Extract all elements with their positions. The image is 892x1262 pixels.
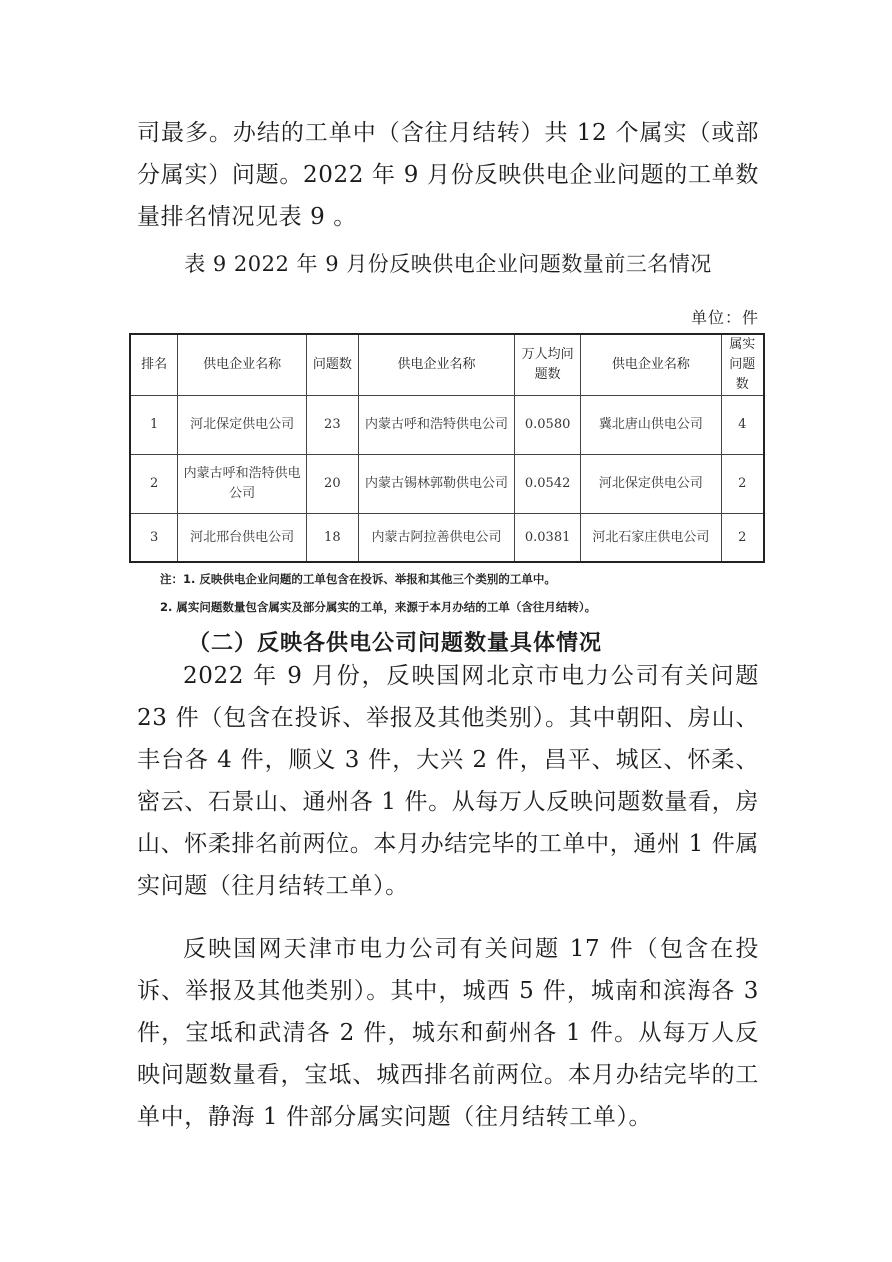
cell-verified: 2 xyxy=(721,455,764,514)
tianjin-paragraph: 反映国网天津市电力公司有关问题 17 件（包含在投诉、举报及其他类别）。其中，城西 5 件，城南和滨海各 3 件，宝坻和武清各 2 件，城东和蓟州各 1 件。从每万人反映问题数量看，宝坻、城西排名前两位。本月办结完毕的工单中，静海 1 件部分属实问题（往月结转工单）。 xyxy=(137,936,759,1130)
ranking-table xyxy=(129,333,765,563)
header-per-capita: 万人均问题数 xyxy=(515,334,581,396)
cell-per-capita: 0.0580 xyxy=(515,396,581,455)
table-note: 注：1. 反映供电企业问题的工单包含在投诉、举报和其他三个类别的工单中。 xyxy=(160,572,556,586)
cell-rank: 1 xyxy=(130,396,178,455)
beijing-paragraph: 2022 年 9 月份，反映国网北京市电力公司有关问题 23 件（包含在投诉、举报及其他类别）。其中朝阳、房山、丰台各 4 件，顺义 3 件，大兴 2 件，昌平、城区、怀柔、密云、石景山、通州各 1 件。从每万人反映问题数量看，房山、怀柔排名前两位。本月办结完毕的工单中，通州 1 件属实问题（往月结转工单）。 xyxy=(137,663,759,899)
cell-company: 内蒙古锡林郭勒供电公司 xyxy=(358,455,514,514)
intro-paragraph: 司最多。办结的工单中（含往月结转）共 12 个属实（或部分属实）问题。2022 年 9 月份反映供电企业问题的工单数量排名情况见表 9 。 xyxy=(137,120,759,230)
table-note: 2. 属实问题数量包含属实及部分属实的工单，来源于本月办结的工单（含往月结转）。 xyxy=(160,600,597,614)
cell-count: 20 xyxy=(306,455,358,514)
table-row xyxy=(130,514,764,563)
cell-company: 河北保定供电公司 xyxy=(178,396,307,455)
cell-count: 23 xyxy=(306,396,358,455)
header-company-by-verified: 供电企业名称 xyxy=(581,334,721,396)
cell-company: 河北石家庄供电公司 xyxy=(581,514,721,563)
cell-company: 内蒙古呼和浩特供电公司 xyxy=(178,455,307,514)
cell-verified: 2 xyxy=(721,514,764,563)
header-rank: 排名 xyxy=(130,334,178,396)
section-heading: （二）反映各供电公司问题数量具体情况 xyxy=(188,631,603,656)
cell-company: 河北保定供电公司 xyxy=(581,455,721,514)
table-row xyxy=(130,396,764,455)
header-issue-count: 问题数 xyxy=(306,334,358,396)
cell-per-capita: 0.0542 xyxy=(515,455,581,514)
cell-per-capita: 0.0381 xyxy=(515,514,581,563)
table-header-row xyxy=(130,334,764,396)
cell-rank: 2 xyxy=(130,455,178,514)
table-row xyxy=(130,455,764,514)
header-company-by-count: 供电企业名称 xyxy=(178,334,307,396)
cell-company: 河北邢台供电公司 xyxy=(178,514,307,563)
cell-company: 内蒙古呼和浩特供电公司 xyxy=(358,396,514,455)
table-notes xyxy=(160,570,596,626)
header-verified-count: 属实问题数 xyxy=(721,334,764,396)
cell-company: 内蒙古阿拉善供电公司 xyxy=(358,514,514,563)
cell-company: 冀北唐山供电公司 xyxy=(581,396,721,455)
header-company-by-per-capita: 供电企业名称 xyxy=(358,334,514,396)
cell-count: 18 xyxy=(306,514,358,563)
table-caption: 表 9 2022 年 9 月份反映供电企业问题数量前三名情况 xyxy=(184,252,712,276)
table-unit: 单位：件 xyxy=(690,308,759,327)
cell-rank: 3 xyxy=(130,514,178,563)
cell-verified: 4 xyxy=(721,396,764,455)
